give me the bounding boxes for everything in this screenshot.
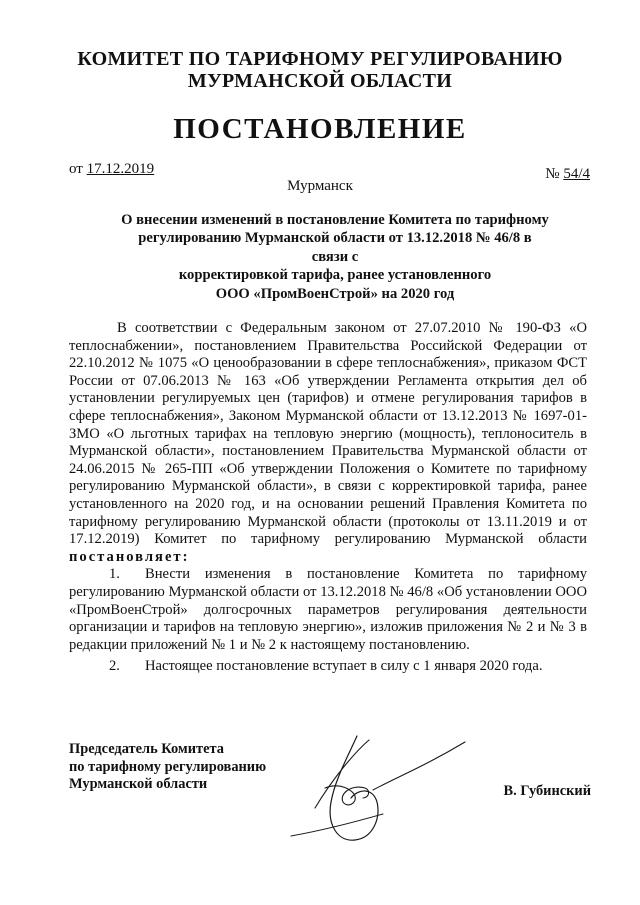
document-city: Мурманск <box>287 178 353 194</box>
number-prefix: № <box>545 166 560 182</box>
date-value: 17.12.2019 <box>86 161 155 177</box>
signatory-position <box>69 741 266 794</box>
preamble-text: В соответствии с Федеральным законом от 27.07.2010 № 190-ФЗ «О теплоснабжении», постановлением Правительства Российской Федерации от 22.10.2012 № 1075 «О ценообразовании в сфере теплоснабжения», приказом ФСТ России от 07.06.2013 № 163 «Об утверждении Регламента открытия дел об установлении регулируемых цен (тарифов) и отмене регулирования тарифов в сфере теплоснабжения», Законом Мурманской области от 13.12.2013 № 1697-01-ЗМО «О льготных тарифах на тепловую энергию (мощность), теплоноситель в Мурманской области», постановлением Правительства Мурманской области от 24.06.2015 № 265-ПП «Об утверждении Положения о Комитете по тарифному регулированию Мурманской области», в связи с корректировкой тарифа, ранее установленного на 2020 год, и на основании решений Правления Комитета по тарифному регулированию Мурманской области (протоколы от 13.11.2019 и от 17.12.2019) Комитет по тарифному регулированию Мурманской области <box>69 320 587 548</box>
handwritten-signature <box>285 718 475 858</box>
position-line-1: Председатель Комитета <box>69 741 224 757</box>
organization-line-1: КОМИТЕТ ПО ТАРИФНОМУ РЕГУЛИРОВАНИЮ <box>77 48 563 70</box>
date-prefix: от <box>69 161 83 177</box>
document-body <box>69 320 587 676</box>
position-line-2: по тарифному регулированию <box>69 758 267 775</box>
document-type: ПОСТАНОВЛЕНИЕ <box>173 113 467 145</box>
item-text: Настоящее постановление вступает в силу с 1 января 2020 года. <box>145 658 543 675</box>
item-text: Внести изменения в постановление Комитета по тарифному регулированию Мурманской области от 13.12.2018 № 46/8 «Об установлении ООО «ПромВоенСтрой» долгосрочных параметров регулирования деятельности организации и тарифов на тепловую энергию», изложив приложения № 2 и № 3 в редакции приложений № 1 и № 2 к настоящему постановлению. <box>69 566 587 653</box>
preamble-paragraph <box>69 320 587 566</box>
document-date <box>69 161 154 178</box>
decree-word: постановляет: <box>69 548 190 565</box>
document-subject <box>120 211 550 303</box>
position-line-3: Мурманской области <box>69 776 208 793</box>
number-value: 54/4 <box>563 166 590 182</box>
subject-line-4: ООО «ПромВоенСтрой» на 2020 год <box>215 285 455 302</box>
item-number: 1. <box>109 566 120 583</box>
item-number: 2. <box>109 658 120 675</box>
subject-line-2: регулированию Мурманской области от 13.12.2018 № 46/8 в связи с <box>138 230 532 265</box>
subject-line-3: корректировкой тарифа, ранее установленного <box>178 267 492 284</box>
subject-line-1: О внесении изменений в постановление Комитета по тарифному <box>121 212 549 228</box>
organization-line-2: МУРМАНСКОЙ ОБЛАСТИ <box>187 70 453 92</box>
list-item <box>69 566 587 654</box>
signatory-name: В. Губинский <box>503 783 591 799</box>
list-item <box>69 658 587 676</box>
organization-name <box>0 48 640 92</box>
